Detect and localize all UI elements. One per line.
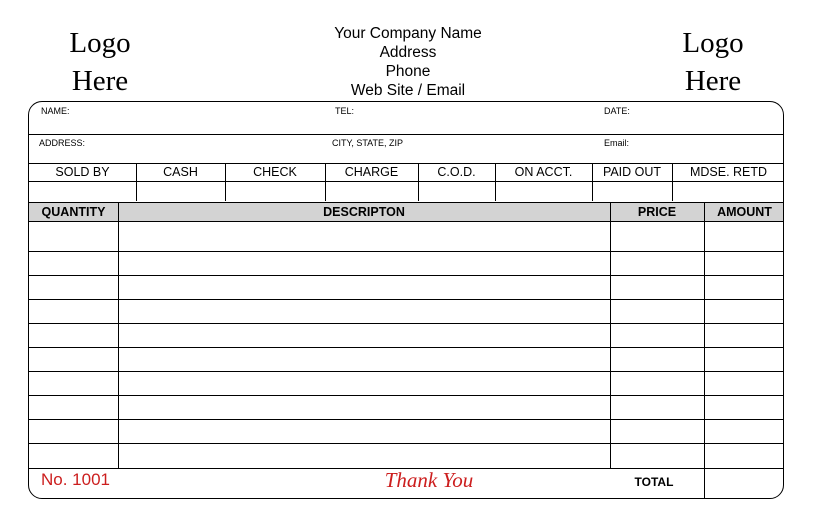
payment-sold-by: SOLD BY [55,165,110,179]
payment-row [29,164,783,201]
logo-text-line1: Logo [69,27,131,59]
header-price: PRICE [637,205,677,219]
header-description: DESCRIPTON [323,205,405,219]
table-row [29,419,783,420]
column-divider [118,202,119,468]
payment-check: CHECK [253,165,297,179]
table-row [29,251,783,252]
logo-text-line2: Here [684,65,742,97]
payment-cod: C.O.D. [437,165,476,179]
payment-charge: CHARGE [344,165,399,179]
table-row [29,395,783,396]
receipt-number: No. 1001 [41,470,110,489]
column-divider [495,164,496,201]
divider [29,181,783,182]
table-row [29,443,783,444]
payment-on-acct: ON ACCT. [514,165,573,179]
total-label: TOTAL [634,475,674,489]
table-row [29,371,783,372]
logo-placeholder-right [653,24,773,100]
company-web: Web Site / Email [350,82,466,99]
header-quantity: QUANTITY [41,205,106,219]
logo-text-line1: Logo [682,27,744,59]
column-divider [610,202,611,468]
sales-form [28,101,784,499]
company-info [300,24,516,100]
column-divider [136,164,137,201]
column-divider [704,202,705,499]
payment-mdse-retd: MDSE. RETD [689,165,768,179]
items-table-header [29,202,783,222]
table-row [29,275,783,276]
company-phone: Phone [385,63,431,80]
payment-paid-out: PAID OUT [602,165,662,179]
thank-you-text: Thank You [384,468,474,492]
table-row [29,299,783,300]
column-divider [325,164,326,201]
address-label: ADDRESS: [39,138,86,148]
payment-cash: CASH [163,165,198,179]
city-state-zip-label: CITY, STATE, ZIP [332,138,404,148]
column-divider [418,164,419,201]
table-row [29,347,783,348]
column-divider [672,164,673,201]
name-label: NAME: [41,106,70,116]
column-divider [592,164,593,201]
header-amount: AMOUNT [717,205,772,219]
tel-label: TEL: [335,106,355,116]
logo-placeholder-left [40,24,160,100]
table-row [29,323,783,324]
customer-row-2 [29,134,783,162]
company-name: Your Company Name [334,25,482,42]
company-address: Address [379,44,437,61]
email-label: Email: [604,138,630,148]
column-divider [225,164,226,201]
customer-row-1 [29,102,783,134]
logo-text-line2: Here [71,65,129,97]
date-label: DATE: [604,106,630,116]
